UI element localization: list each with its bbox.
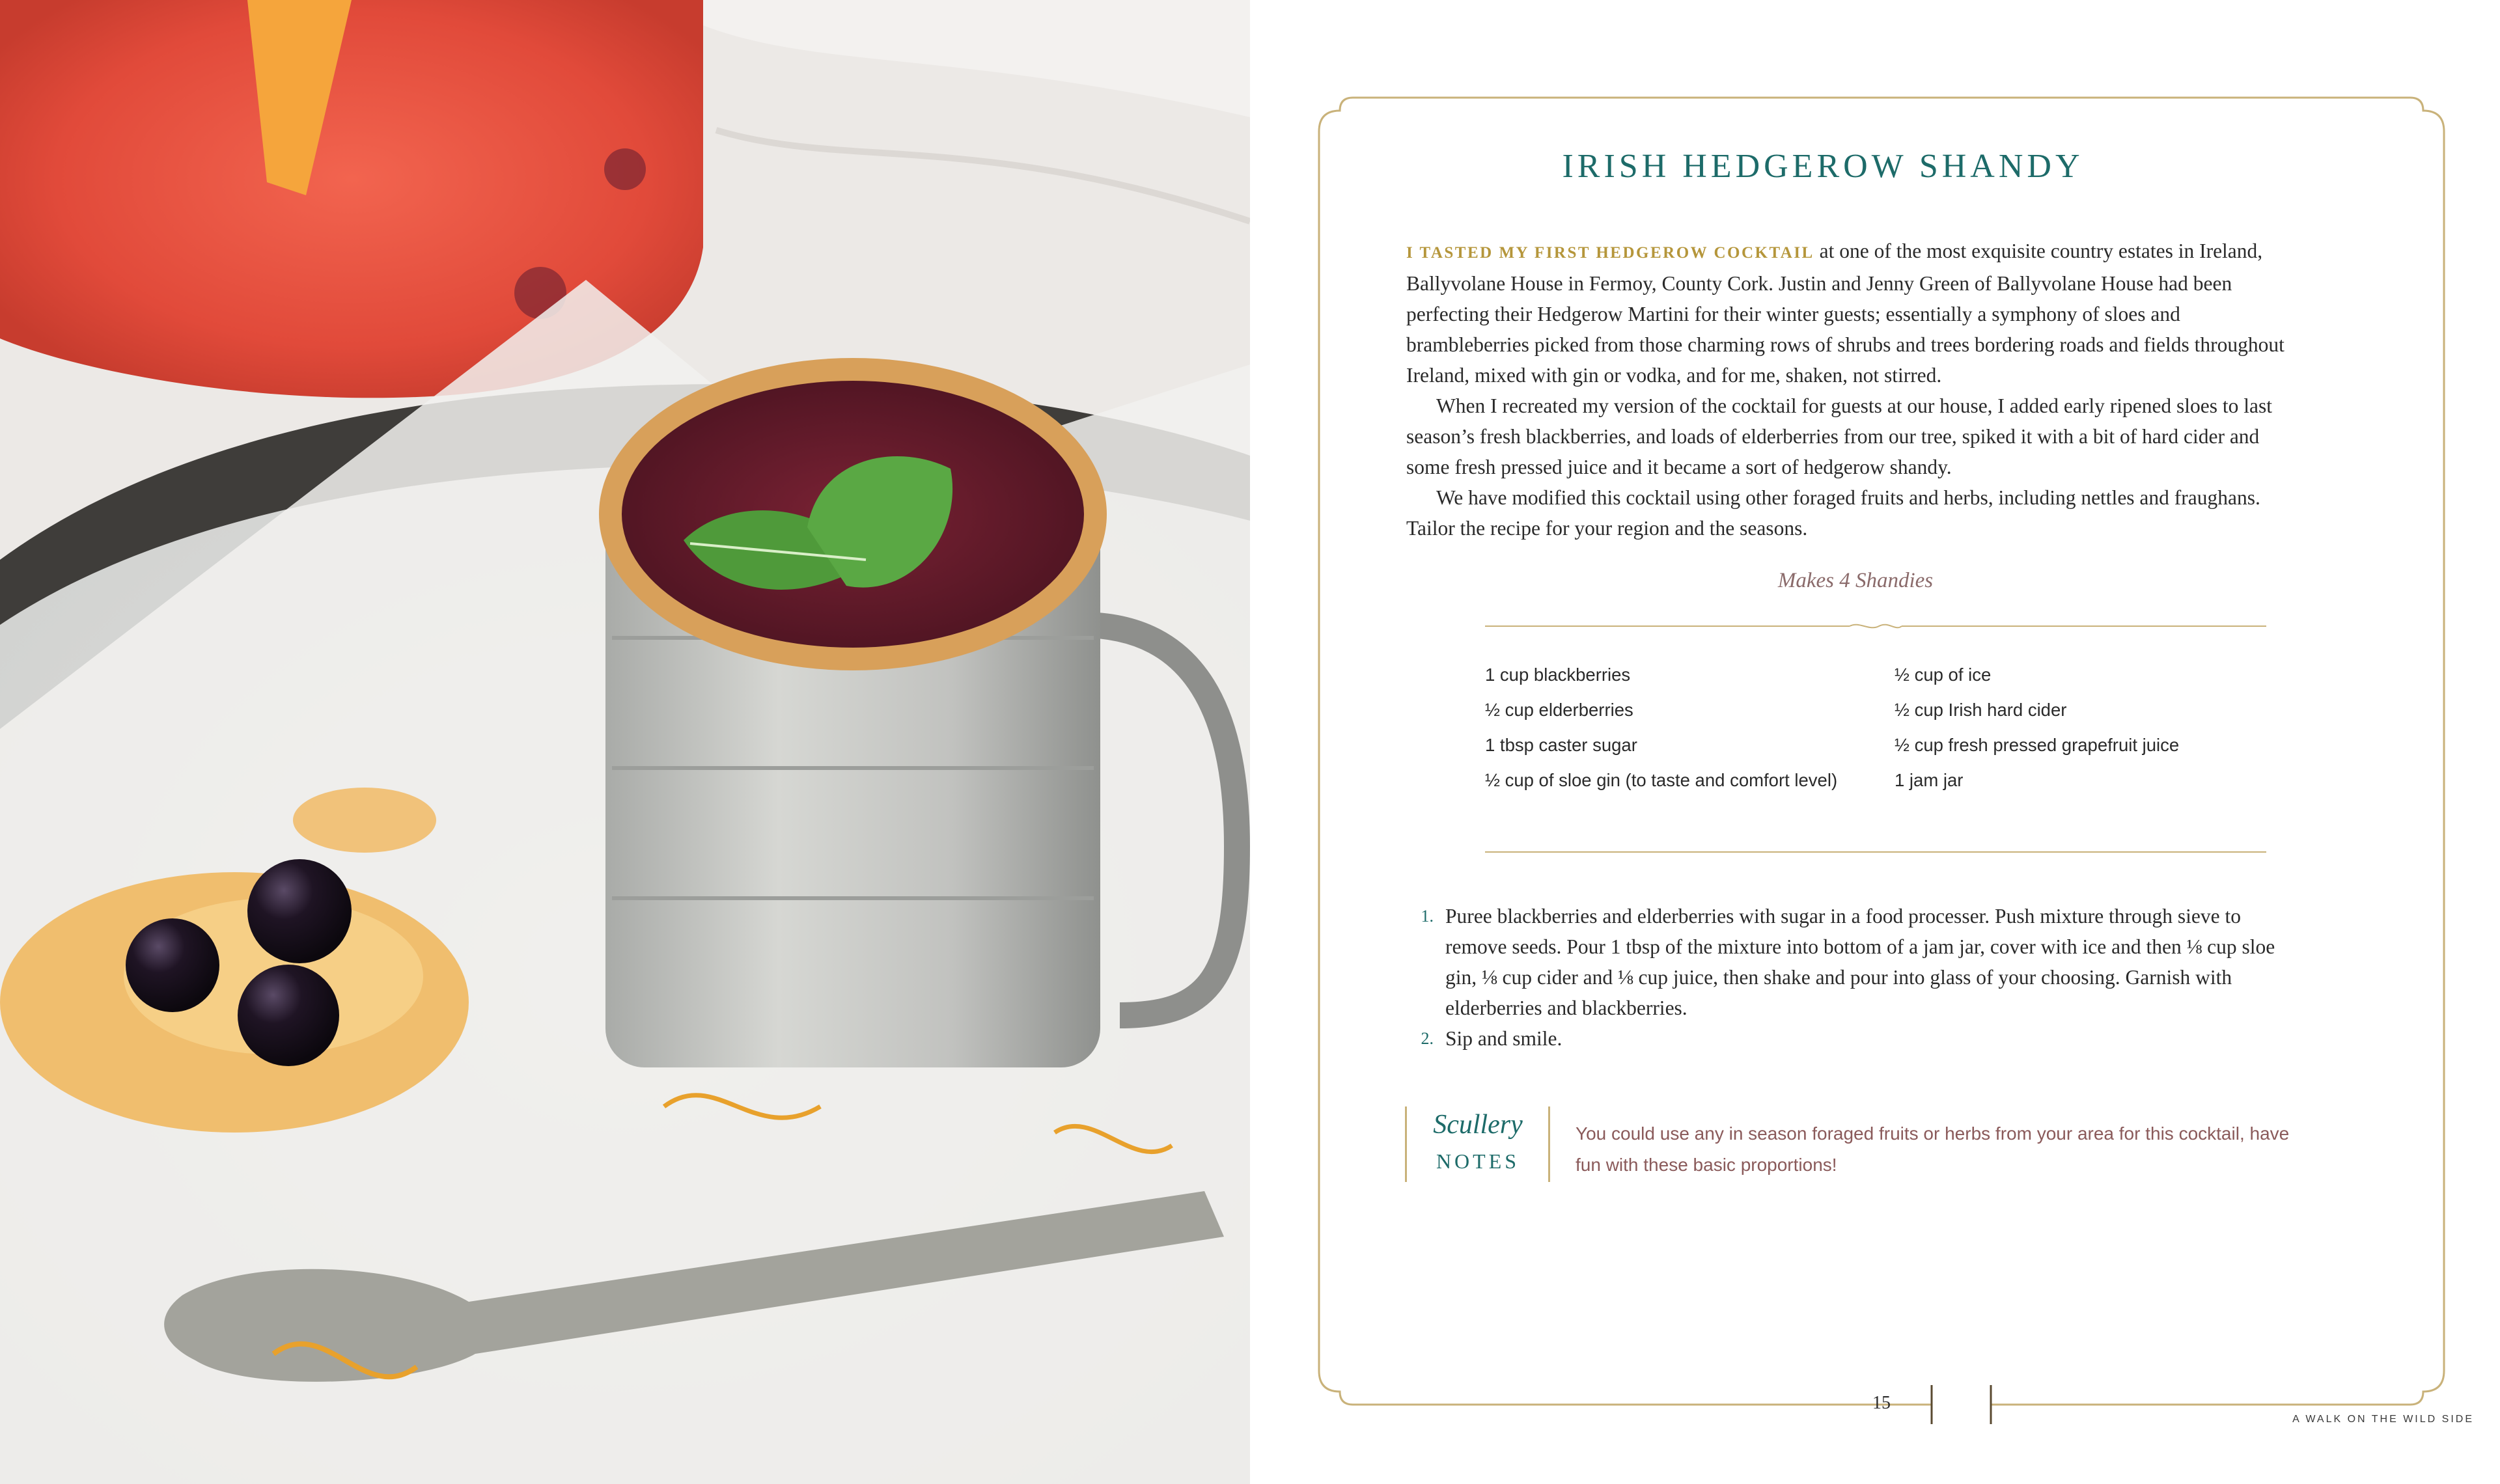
running-title: A WALK ON THE WILD SIDE bbox=[2292, 1414, 2474, 1425]
notes-text: You could use any in season foraged fruits or herbs from your area for this cocktail, have fun with these basic proportions! bbox=[1576, 1123, 2290, 1175]
decorative-page-frame bbox=[1250, 0, 2500, 1484]
recipe-intro bbox=[1406, 236, 2292, 543]
recipe-steps bbox=[1413, 901, 2292, 1054]
sprig-ornament-icon bbox=[1850, 625, 1902, 628]
ingredient-item: 1 jam jar bbox=[1895, 770, 1964, 790]
intro-leadin: I TASTED MY FIRST HEDGEROW COCKTAIL bbox=[1406, 244, 1814, 262]
intro-text-1: at one of the most exquisite country estates in Ireland, Ballyvolane House in Fermoy, County Cork. Justin and Jenny Green of Ballyvolane House had been perfecting their Hedgerow Martini for their winter guests; essentially a symphony of sloes and brambleberries picked from those charming rows of shrubs and trees bordering roads and fields throughout Ireland, mixed with gin or vodka, and for me, shaken, not stirred. bbox=[1406, 240, 2285, 387]
recipe-yield: Makes 4 Shandies bbox=[1777, 569, 1934, 592]
ingredient-item: ½ cup of ice bbox=[1895, 665, 1992, 685]
ingredients-column-left bbox=[1485, 663, 1850, 803]
ingredient-item: ½ cup Irish hard cider bbox=[1895, 700, 2067, 720]
ingredients-divider bbox=[1485, 851, 2266, 853]
notes-heading-caps: NOTES bbox=[1436, 1149, 1520, 1173]
intro-paragraph-2: When I recreated my version of the cocktail for guests at our house, I added early ripened sloes to last season’s fresh blackberries, and loads of elderberries from our tree, spiked it with a bit of hard cider and some fresh pressed juice and it became a sort of hedgerow shandy. bbox=[1406, 394, 2273, 478]
yield-divider bbox=[1485, 620, 2266, 633]
notes-rule-right bbox=[1548, 1106, 1550, 1182]
step-text: Sip and smile. bbox=[1445, 1027, 1562, 1050]
step-number: 2. bbox=[1421, 1029, 1434, 1048]
ingredient-item: 1 tbsp caster sugar bbox=[1485, 735, 1637, 755]
intro-paragraph-3: We have modified this cocktail using other foraged fruits and herbs, including nettles and fraughans. Tailor the recipe for your region and the seasons. bbox=[1406, 486, 2260, 540]
ingredients-column-right bbox=[1895, 663, 2259, 803]
recipe-page bbox=[1250, 0, 2500, 1484]
step-text: Puree blackberries and elderberries with sugar in a food processer. Push mixture through sieve to remove seeds. Pour 1 tbsp of the mixture into bottom of a jam jar, cover with ice and then ⅛ cup sloe gin, ⅛ cup cider and ⅛ cup juice, then shake and pour into glass of your choosing. Garnish with elderberries and blackberries. bbox=[1445, 905, 2275, 1019]
page-number: 15 bbox=[1872, 1393, 1891, 1413]
notes-rule-left bbox=[1405, 1106, 1407, 1182]
notes-heading-script: Scullery bbox=[1433, 1110, 1523, 1140]
ingredient-item: 1 cup blackberries bbox=[1485, 665, 1631, 685]
ingredient-item: ½ cup elderberries bbox=[1485, 700, 1633, 720]
ingredient-item: ½ cup fresh pressed grapefruit juice bbox=[1895, 735, 2180, 755]
step-item bbox=[1413, 1023, 2292, 1054]
intro-paragraph-1 bbox=[1406, 236, 2292, 391]
ingredient-item: ½ cup of sloe gin (to taste and comfort level) bbox=[1485, 770, 1838, 790]
recipe-title: IRISH HEDGEROW SHANDY bbox=[1562, 148, 2084, 185]
step-number: 1. bbox=[1421, 907, 1434, 926]
step-item bbox=[1413, 901, 2292, 1023]
